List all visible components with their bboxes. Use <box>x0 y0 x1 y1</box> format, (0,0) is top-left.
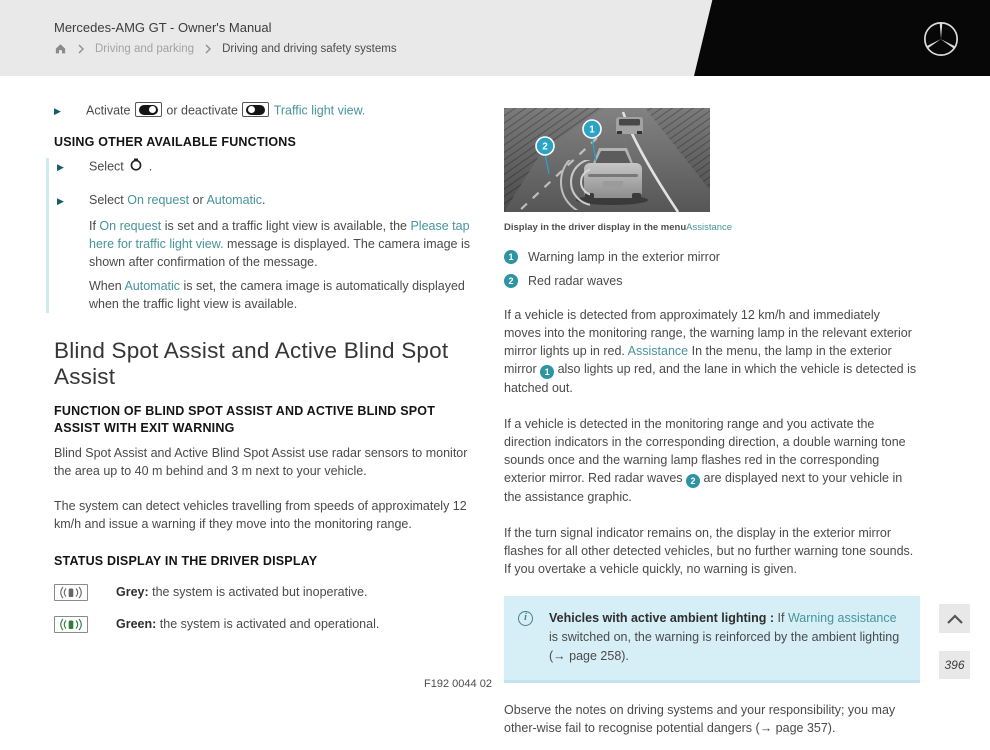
using-functions-heading: USING OTHER AVAILABLE FUNCTIONS <box>54 135 297 149</box>
paragraph-observe-notes: Observe the notes on driving systems and your responsibility; you may other-wise fail to recognise potential dangers (→ page 357). <box>504 702 896 735</box>
info-note-box: i Vehicles with active ambient lighting : If Warning assistance is switched on, the warning is reinforced by the ambient lighting (→ page 258). <box>504 596 920 682</box>
paragraph-turn-signal: If the turn signal indicator remains on, the display in the exterior mirror flashes for all other detected vehicles, but no further warning tone sounds. If you overtake a vehicle quickly, no warning is given. <box>504 526 914 577</box>
circled-number-icon: 2 <box>686 474 700 488</box>
paragraph-automatic: When Automatic is set, the camera image is automatically displayed when the traffic light view is available. <box>89 278 465 311</box>
scroll-top-button[interactable] <box>939 604 970 633</box>
figure-legend <box>504 249 920 290</box>
step-arrow-icon: ▶ <box>54 106 61 116</box>
bold-text: Grey: <box>116 585 149 599</box>
page-title: Blind Spot Assist and Active Blind Spot Assist <box>54 337 449 389</box>
please-tap-link[interactable]: Please tap here for traffic light view. <box>89 218 470 251</box>
svg-text:2: 2 <box>542 141 548 153</box>
instruction-select-mode: ▶ Select On request or Automatic. <box>57 192 482 210</box>
chevron-right-icon <box>205 44 211 54</box>
breadcrumb <box>54 42 397 55</box>
status-row-grey: Grey: the system is activated but inoperative. <box>54 584 482 601</box>
circled-1-icon: 1 <box>504 250 518 264</box>
status-display-heading: STATUS DISPLAY IN THE DRIVER DISPLAY <box>54 553 318 568</box>
circled-number-icon: 1 <box>540 365 554 379</box>
breadcrumb-parent[interactable]: Driving and parking <box>95 42 195 55</box>
chevron-up-icon <box>946 613 964 625</box>
instruction-select-camera: ▶ Select . <box>57 158 482 177</box>
blind-spot-status-icon <box>54 616 88 633</box>
paragraph-indicators: If a vehicle is detected in the monitoring range and you activate the direction indicators in the corresponding direction, a double warning tone sounds once and the warning lamp flashes red in the corresponding exterior mirror. Red radar waves 2 are displayed next to your vehicle in the assistance graphic. <box>504 416 906 505</box>
assistance-link[interactable]: Assistance <box>627 343 689 358</box>
info-icon: i <box>518 611 533 626</box>
automatic-link[interactable]: Automatic <box>206 193 263 208</box>
toggle-on-icon <box>134 102 163 120</box>
instruction-activate: ▶ Activate or deactivate Traffic light view. <box>54 102 482 120</box>
function-heading: FUNCTION OF BLIND SPOT ASSIST AND ACTIVE BLIND SPOT ASSIST WITH EXIT WARNING <box>54 403 436 435</box>
page-number-badge[interactable]: 396 <box>939 651 970 679</box>
driver-display-figure <box>504 108 710 212</box>
paragraph-detection: If a vehicle is detected from approximately 12 km/h and immediately moves into the monitoring range, the warning lamp in the relevant exterior mirror lights up in red. Assistance In the menu, the lamp in the exterior mirror 1 also lights up red, and the lane in which the vehicle is detected is hatched out. <box>504 307 917 395</box>
figure-code: F192 0044 02 <box>424 678 492 690</box>
bold-text: Green: <box>116 617 157 631</box>
vehicle-ahead <box>616 117 643 134</box>
bold-text: Vehicles with active ambient lighting : <box>549 611 778 626</box>
caption-text: Display in the driver display in the menu <box>504 222 687 233</box>
automatic-link[interactable]: Automatic <box>124 278 181 293</box>
legend-label: Warning lamp in the exterior mirror <box>528 250 720 264</box>
on-request-link[interactable]: On request <box>99 218 162 233</box>
home-icon[interactable] <box>54 42 67 55</box>
traffic-light-view-link[interactable]: Traffic light view. <box>273 103 366 118</box>
left-column <box>54 102 482 648</box>
assistance-link[interactable]: Assistance <box>686 222 733 233</box>
legend-item <box>504 273 920 289</box>
warning-assistance-link[interactable]: Warning assistance <box>787 611 897 626</box>
legend-label: Red radar waves <box>528 274 623 289</box>
paragraph-function: Blind Spot Assist and Active Blind Spot Assist use radar sensors to monitor the area up to 40 m behind and 3 m next to your vehicle. <box>54 445 468 478</box>
mercedes-star-icon[interactable] <box>922 20 960 58</box>
svg-text:1: 1 <box>589 124 595 136</box>
blind-spot-status-icon <box>54 584 88 601</box>
manual-title: Mercedes-AMG GT - Owner's Manual <box>54 20 272 35</box>
toggle-off-icon <box>241 102 270 120</box>
paragraph-on-request: If On request is set and a traffic light view is available, the Please tap here for traffic light view. message is displayed. The camera image is shown after confirmation of the message. <box>89 218 470 269</box>
camera-view-icon <box>127 158 145 177</box>
step-arrow-icon: ▶ <box>57 161 64 172</box>
on-request-link[interactable]: On request <box>127 193 190 208</box>
paragraph-speeds: The system can detect vehicles travelling from speeds of approximately 12 km/h and issue a warning if they move into the monitoring range. <box>54 498 467 531</box>
status-row-green: Green: the system is activated and operational. <box>54 616 482 633</box>
header-bar <box>0 0 990 76</box>
breadcrumb-current: Driving and driving safety systems <box>222 42 397 55</box>
right-column <box>504 108 920 750</box>
figure-caption <box>504 222 920 233</box>
instruction-group <box>46 158 482 313</box>
chevron-right-icon <box>78 44 84 54</box>
step-arrow-icon: ▶ <box>57 196 64 207</box>
legend-item <box>504 249 920 265</box>
circled-2-icon: 2 <box>504 274 518 288</box>
